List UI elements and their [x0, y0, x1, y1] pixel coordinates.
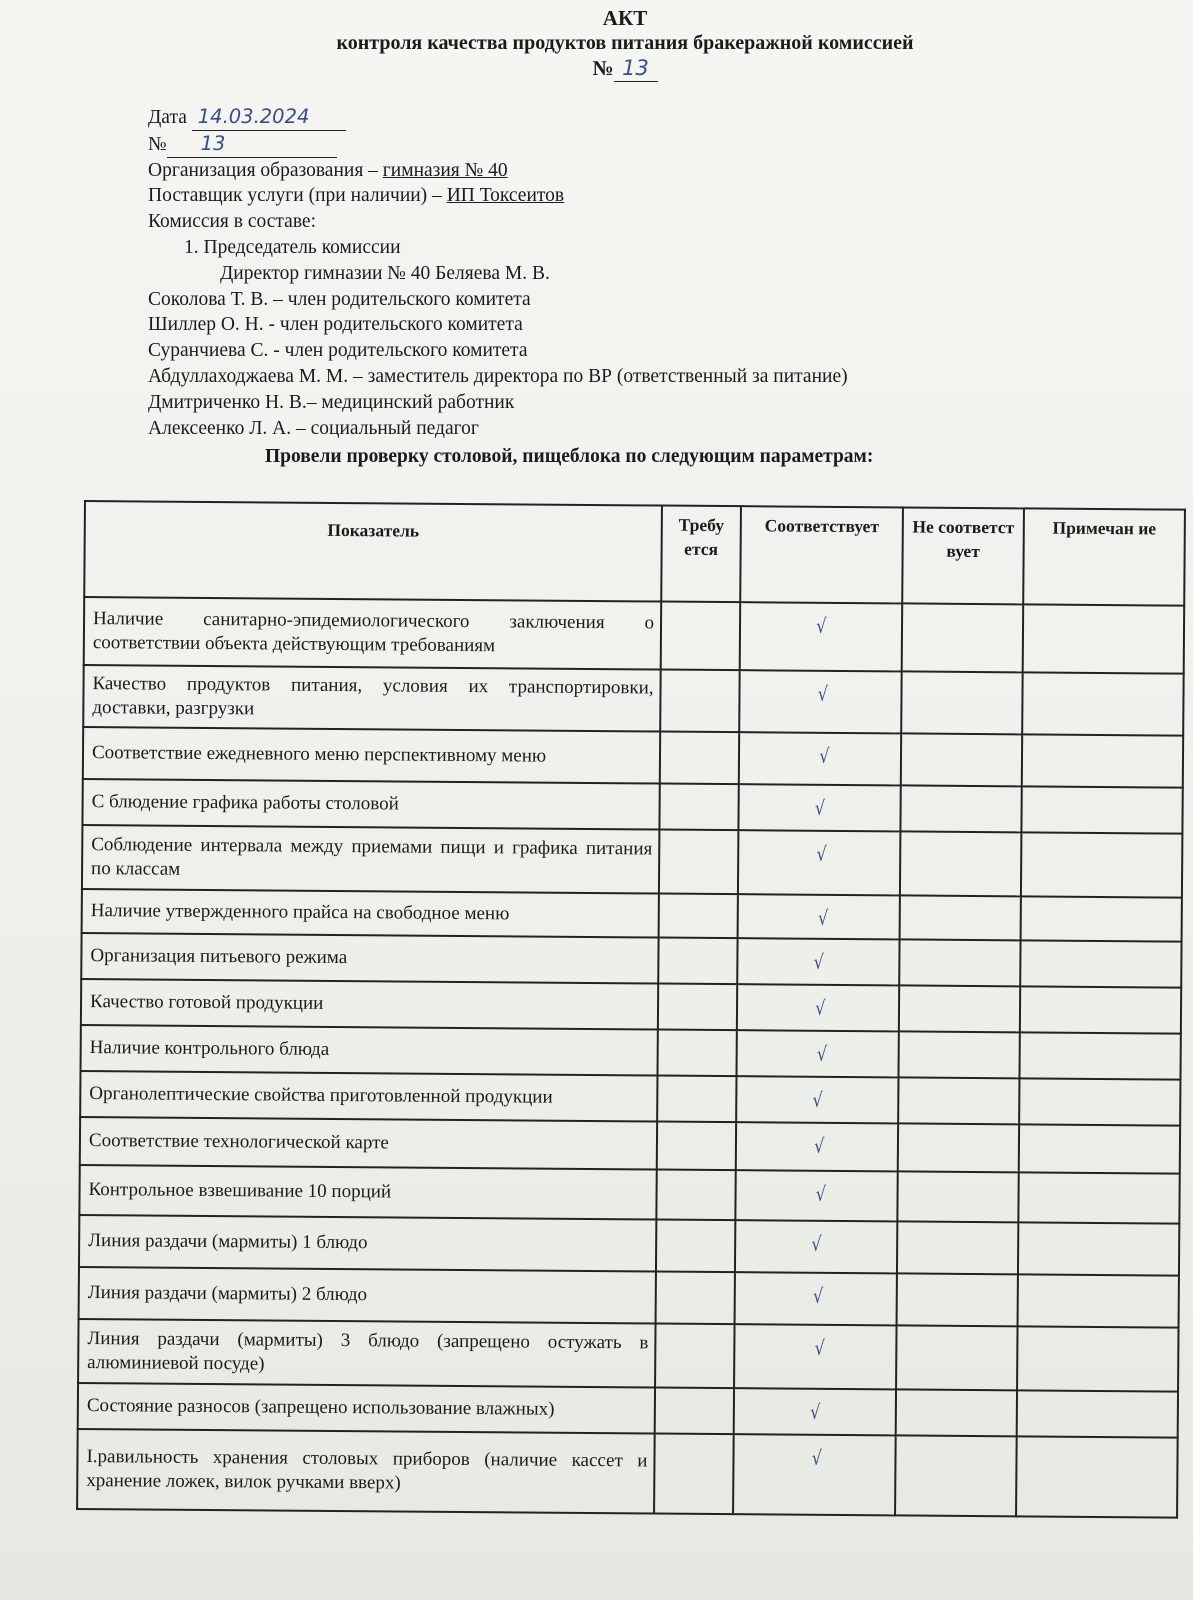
- note-cell: [1019, 1124, 1180, 1173]
- note-cell: [1021, 786, 1182, 833]
- not-complies-cell: [895, 1435, 1017, 1516]
- indicator-cell: I.равильность хранения столовых приборов (наличие кассет и хранение ложек, вилок ручками вверх): [77, 1429, 655, 1514]
- date-line: [148, 104, 848, 131]
- note-cell: [1018, 1274, 1179, 1327]
- header-note: Примечан ие: [1023, 508, 1185, 605]
- check-mark-icon: √: [817, 681, 828, 706]
- check-mark-icon: √: [809, 1399, 821, 1424]
- complies-cell: [738, 784, 900, 831]
- organization-label: Организация образования –: [148, 159, 383, 181]
- inspection-table: [76, 500, 1186, 1519]
- not-complies-cell: [896, 1389, 1017, 1436]
- table-row: [79, 1165, 1179, 1224]
- required-cell: [660, 670, 739, 733]
- not-complies-cell: [899, 985, 1020, 1032]
- number-label: №: [148, 133, 167, 155]
- number-value: 13: [167, 131, 337, 158]
- chair-label: 1. Председатель комиссии: [184, 236, 401, 258]
- document-number-label: №: [592, 56, 614, 80]
- required-cell: [656, 1170, 735, 1221]
- indicator-cell: Соблюдение интервала между приемами пищи и графика питания по классам: [82, 825, 659, 894]
- member-line: Абдуллаходжаева М. М. – заместитель директора по ВР (ответственный за питание): [148, 365, 848, 387]
- date-value: 14.03.2024: [192, 104, 346, 131]
- indicator-cell: Состояние разносов (запрещено использование влажных): [78, 1383, 655, 1434]
- complies-cell: [735, 1170, 897, 1221]
- not-complies-cell: [898, 1077, 1019, 1124]
- check-mark-icon: √: [811, 1445, 822, 1470]
- not-complies-cell: [897, 1273, 1018, 1326]
- indicator-cell: Наличие санитарно-эпидемиологического заключения о соответствии объекта действующим требованиям: [84, 597, 662, 670]
- note-cell: [1018, 1172, 1179, 1223]
- table-row: [83, 727, 1183, 788]
- note-cell: [1023, 604, 1185, 673]
- not-complies-cell: [902, 603, 1024, 672]
- note-cell: [1018, 1222, 1179, 1275]
- member-line: Суранчиева С. - член родительского комитета: [148, 340, 528, 362]
- date-label: Дата: [148, 107, 187, 128]
- supplier-label: Поставщик услуги (при наличии) –: [148, 185, 447, 207]
- document-number-value: 13: [614, 55, 658, 82]
- header-required: Требу ется: [661, 506, 741, 603]
- indicator-cell: Органолептические свойства приготовленной продукции: [80, 1071, 657, 1122]
- document-subtitle: контроля качества продуктов питания бракеражной комиссией: [336, 32, 914, 54]
- required-cell: [658, 938, 737, 985]
- not-complies-cell: [900, 831, 1021, 896]
- complies-cell: [737, 938, 899, 985]
- check-mark-icon: √: [814, 795, 825, 820]
- note-cell: [1021, 832, 1182, 897]
- table-row: [77, 1429, 1178, 1518]
- indicator-cell: Линия раздачи (мармиты) 1 блюдо: [79, 1215, 656, 1272]
- check-mark-icon: √: [815, 1181, 826, 1206]
- complies-cell: [734, 1324, 896, 1389]
- indicator-cell: Линия раздачи (мармиты) 3 блюдо (запрещено остужать в алюминиевой посуде): [78, 1319, 655, 1388]
- check-mark-icon: √: [817, 905, 828, 930]
- required-cell: [658, 984, 737, 1031]
- member-line: Соколова Т. В. – член родительского комитета: [148, 288, 531, 310]
- header-indicator: Показатель: [84, 501, 662, 602]
- note-cell: [1017, 1390, 1178, 1437]
- required-cell: [659, 830, 739, 895]
- member-line: Дмитриченко Н. В.– медицинский работник: [148, 391, 515, 413]
- not-complies-cell: [899, 939, 1020, 986]
- check-mark-icon: √: [812, 1283, 823, 1308]
- title-block: [0, 6, 1193, 82]
- organization-value: гимназия № 40: [382, 159, 508, 181]
- complies-cell: [736, 1030, 898, 1077]
- required-cell: [657, 1030, 736, 1077]
- complies-cell: [740, 602, 903, 671]
- note-cell: [1016, 1436, 1178, 1517]
- number-line: [148, 131, 848, 158]
- complies-cell: [736, 1076, 898, 1123]
- table-row: [80, 1117, 1180, 1174]
- check-mark-icon: √: [816, 1041, 827, 1066]
- indicator-cell: Качество готовой продукции: [81, 979, 658, 1030]
- info-block: [148, 104, 848, 441]
- document-title: АКТ: [602, 6, 648, 30]
- check-mark-icon: √: [812, 1087, 823, 1112]
- table-header-row: [84, 501, 1185, 606]
- note-cell: [1021, 896, 1182, 941]
- required-cell: [657, 1122, 736, 1171]
- note-cell: [1022, 672, 1183, 735]
- table-row: [82, 825, 1182, 898]
- complies-cell: [739, 732, 901, 785]
- document-number: [0, 55, 1193, 82]
- not-complies-cell: [900, 785, 1021, 832]
- indicator-cell: Линия раздачи (мармиты) 2 блюдо: [79, 1267, 656, 1324]
- required-cell: [661, 602, 741, 671]
- organization-line: [148, 158, 848, 184]
- note-cell: [1017, 1326, 1178, 1391]
- check-mark-icon: √: [818, 743, 830, 768]
- note-cell: [1019, 1032, 1180, 1079]
- check-mark-icon: √: [813, 949, 824, 974]
- indicator-cell: Качество продуктов питания, условия их транспортировки, доставки, разгрузки: [83, 665, 660, 732]
- note-cell: [1019, 1078, 1180, 1125]
- required-cell: [660, 732, 739, 785]
- not-complies-cell: [896, 1325, 1017, 1390]
- required-cell: [659, 784, 738, 831]
- check-mark-icon: √: [816, 841, 827, 866]
- required-cell: [659, 894, 738, 939]
- complies-cell: [739, 670, 901, 733]
- table-row: [79, 1215, 1179, 1276]
- check-mark-icon: √: [810, 1231, 822, 1256]
- member-line: Шиллер О. Н. - член родительского комитета: [148, 314, 523, 336]
- not-complies-cell: [897, 1221, 1018, 1274]
- member-line: Алексеенко Л. А. – социальный педагог: [148, 417, 479, 439]
- not-complies-cell: [898, 1123, 1019, 1172]
- indicator-cell: Контрольное взвешивание 10 порций: [79, 1165, 656, 1220]
- check-mark-icon: √: [814, 1335, 825, 1360]
- not-complies-cell: [900, 895, 1021, 940]
- commission-label: Комиссия в составе:: [148, 211, 316, 233]
- required-cell: [654, 1434, 734, 1515]
- indicator-cell: Организация питьевого режима: [81, 933, 658, 984]
- header-not-complies: Не соответст вует: [902, 507, 1024, 604]
- required-cell: [655, 1324, 735, 1389]
- not-complies-cell: [898, 1031, 1019, 1078]
- complies-cell: [735, 1272, 897, 1325]
- complies-cell: [738, 894, 900, 939]
- required-cell: [656, 1220, 735, 1273]
- indicator-cell: Наличие контрольного блюда: [81, 1025, 658, 1076]
- indicator-cell: Соответствие ежедневного меню перспективному меню: [83, 727, 660, 784]
- supplier-line: [148, 183, 848, 209]
- check-mark-icon: √: [815, 613, 827, 638]
- not-complies-cell: [901, 671, 1022, 734]
- indicator-cell: С блюдение графика работы столовой: [82, 779, 659, 830]
- note-cell: [1020, 986, 1181, 1033]
- check-mark-icon: √: [813, 1133, 825, 1158]
- complies-cell: [738, 830, 900, 895]
- complies-cell: [733, 1434, 896, 1515]
- complies-cell: [735, 1220, 897, 1273]
- table-row: [78, 1319, 1178, 1392]
- check-title: Провели проверку столовой, пищеблока по следующим параметрам:: [265, 446, 874, 467]
- supplier-value: ИП Токсеитов: [446, 185, 565, 207]
- complies-cell: [736, 1122, 898, 1171]
- header-complies: Соответствует: [740, 506, 903, 603]
- check-mark-icon: √: [814, 995, 826, 1020]
- indicator-cell: Соответствие технологической карте: [80, 1117, 657, 1170]
- required-cell: [655, 1388, 734, 1435]
- required-cell: [656, 1272, 735, 1325]
- complies-cell: [734, 1388, 896, 1435]
- note-cell: [1020, 940, 1181, 987]
- indicator-cell: Наличие утвержденного прайса на свободное меню: [82, 889, 659, 938]
- required-cell: [657, 1076, 736, 1123]
- table-row: [83, 665, 1183, 736]
- not-complies-cell: [901, 733, 1022, 786]
- chair-name: Директор гимназии № 40 Беляева М. В.: [220, 262, 550, 284]
- not-complies-cell: [897, 1171, 1018, 1222]
- complies-cell: [737, 984, 899, 1031]
- table-row: [79, 1267, 1179, 1328]
- note-cell: [1022, 734, 1183, 787]
- table-row: [84, 597, 1185, 674]
